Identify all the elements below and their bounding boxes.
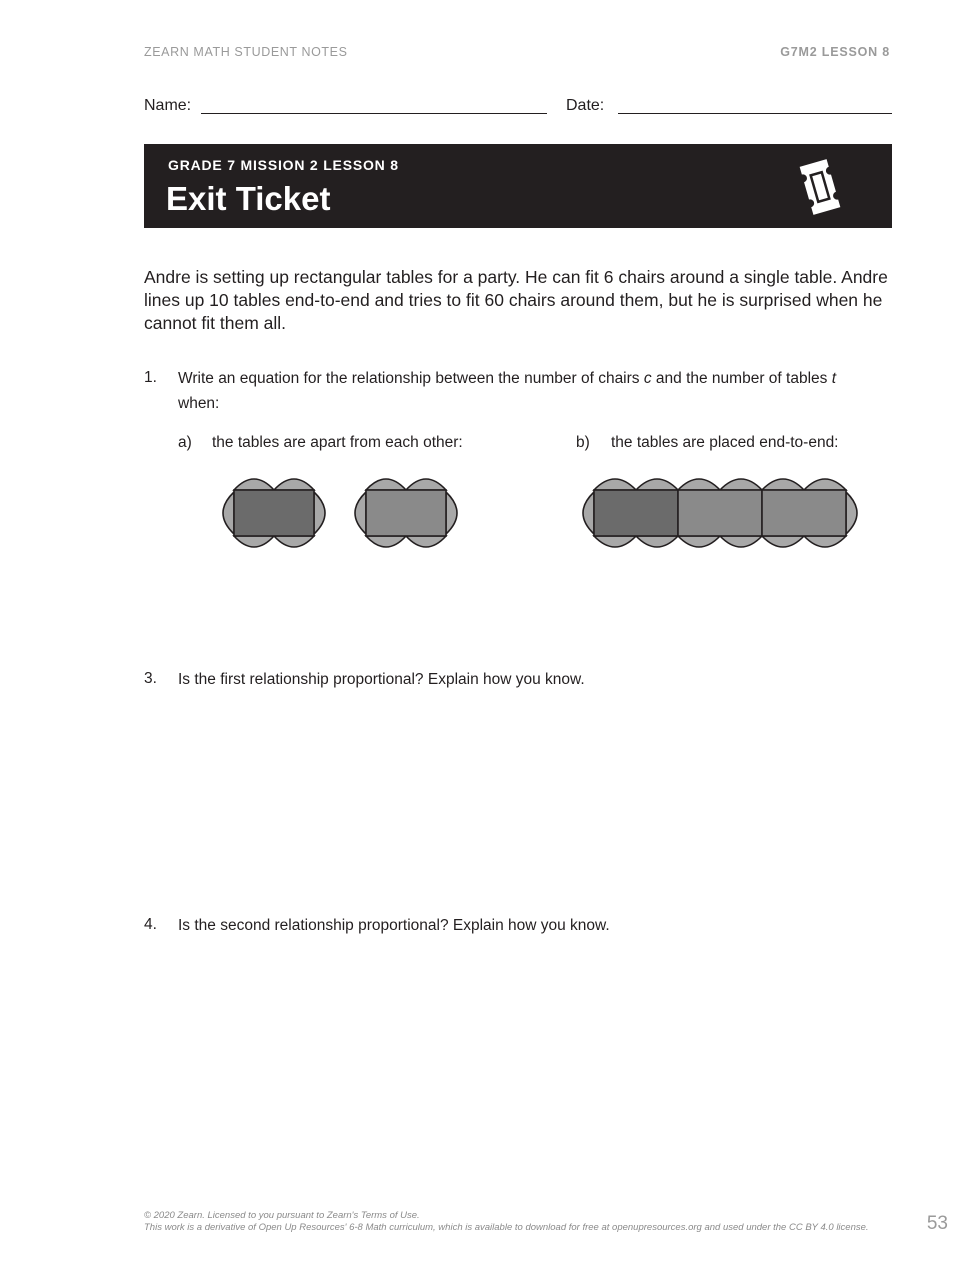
chair [636,536,678,547]
separate-tables-diagram [210,462,480,562]
chair [720,479,762,490]
chair [678,536,720,547]
part-a-label: a) [178,434,192,451]
banner-subtitle: GRADE 7 MISSION 2 LESSON 8 [168,157,399,173]
table [366,490,446,536]
chair [804,536,846,547]
chair [846,492,857,534]
chair [762,536,804,547]
chair [678,479,720,490]
chair [720,536,762,547]
chair [406,479,446,490]
part-a-text: the tables are apart from each other: [212,434,463,451]
chair [804,479,846,490]
table [678,490,762,536]
question-3-text: Is the first relationship proportional? Explain how you know. [178,671,585,688]
chair [274,536,314,547]
footer-license: This work is a derivative of Open Up Resources' 6-8 Math curriculum, which is available to download for free at openupresources.org and used under the CC BY 4.0 license. [144,1222,869,1233]
problem-intro: Andre is setting up rectangular tables for a party. He can fit 6 chairs around a single table. Andre lines up 10 tables end-to-end and tries to fit 60 chairs around them, but he is surprised when he cannot fit them all. [144,267,888,333]
chair [234,536,274,547]
table [594,490,678,536]
date-field[interactable] [618,113,892,114]
footer-copyright: © 2020 Zearn. Licensed to you pursuant to Zearn's Terms of Use. [144,1210,420,1221]
question-4-text: Is the second relationship proportional? Explain how you know. [178,917,610,934]
date-label: Date: [566,97,605,114]
chair [274,479,314,490]
variable-t: t [831,370,837,387]
title-banner [144,144,892,228]
chair [314,492,325,534]
question-1-number: 1. [144,369,157,386]
question-1-text [178,366,894,416]
part-b-label: b) [576,434,590,451]
question-1-text-b: and the number of tables [651,370,832,387]
chair [636,479,678,490]
part-b-text: the tables are placed end-to-end: [611,434,839,451]
name-field[interactable] [201,113,547,114]
chair [366,536,406,547]
chair [234,479,274,490]
running-header-right: G7M2 LESSON 8 [780,45,890,59]
name-label: Name: [144,97,192,114]
chair [594,536,636,547]
chair [406,536,446,547]
chair [223,492,234,534]
chair [446,492,457,534]
question-4-number: 4. [144,916,157,933]
end-to-end-tables-diagram [572,462,872,562]
question-1-text-a: Write an equation for the relationship between the number of chairs [178,370,644,387]
question-3-number: 3. [144,670,157,687]
chair [762,479,804,490]
variable-c: c [643,370,652,387]
chair [355,492,366,534]
page-title: Exit Ticket [166,180,331,217]
table [762,490,846,536]
ticket-icon [798,158,842,216]
table [234,490,314,536]
chair [594,479,636,490]
chair [583,492,594,534]
running-header-left: ZEARN MATH STUDENT NOTES [144,45,348,59]
page-number: 53 [926,1213,948,1234]
chair [366,479,406,490]
question-1-text-c: when: [178,395,220,412]
